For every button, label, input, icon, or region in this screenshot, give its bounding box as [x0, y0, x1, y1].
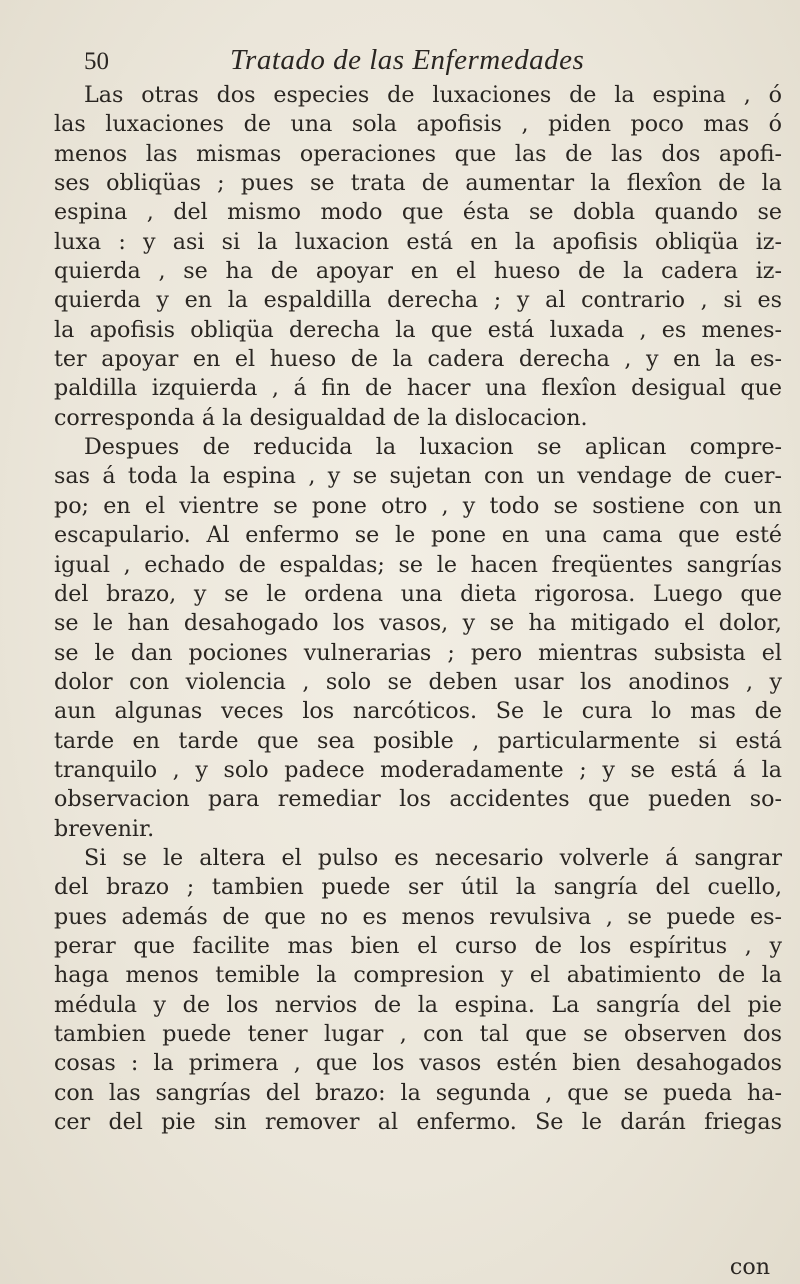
text-line: tarde en tarde que sea posible , particularmente si está: [54, 727, 782, 754]
text-line: quierda y en la espaldilla derecha ; y al contrario , si es: [54, 287, 782, 314]
text-line: médula y de los nervios de la espina. La sangría del pie: [54, 991, 782, 1018]
text-line: luxa : y asi si la luxacion está en la apofisis obliqüa iz-: [54, 228, 782, 255]
text-line: Si se le altera el pulso es necesario volverle á sangrar: [84, 844, 782, 871]
text-line: quierda , se ha de apoyar en el hueso de la cadera iz-: [54, 258, 782, 285]
text-line: tranquilo , y solo padece moderadamente ; y se está á la: [54, 756, 782, 783]
text-line: las luxaciones de una sola apofisis , piden poco mas ó: [54, 111, 782, 138]
text-line: pues además de que no es menos revulsiva , se puede es-: [54, 903, 782, 930]
running-title: Tratado de las Enfermedades: [230, 44, 585, 76]
text-line: ter apoyar en el hueso de la cadera derecha , y en la es-: [54, 346, 782, 373]
text-line: observacion para remediar los accidentes que pueden so-: [54, 786, 782, 813]
text-line: paldilla izquierda , á fin de hacer una flexîon desigual que: [54, 375, 782, 402]
text-line: Despues de reducida la luxacion se aplican compre-: [84, 434, 782, 461]
catchword: con: [729, 1254, 770, 1280]
text-line: igual , echado de espaldas; se le hacen freqüentes sangrías: [54, 551, 782, 578]
text-line: cosas : la primera , que los vasos estén bien desahogados: [54, 1050, 782, 1077]
text-line: se le han desahogado los vasos, y se ha mitigado el dolor,: [54, 610, 782, 637]
page-header: [84, 42, 744, 82]
page-number: 50: [84, 48, 109, 75]
text-line: menos las mismas operaciones que las de las dos apofi-: [54, 140, 782, 167]
text-line: aun algunas veces los narcóticos. Se le cura lo mas de: [54, 698, 782, 725]
text-line: tambien puede tener lugar , con tal que se observen dos: [54, 1021, 782, 1047]
text-line: perar que facilite mas bien el curso de los espíritus , y: [54, 932, 782, 959]
text-line: sas á toda la espina , y se sujetan con un vendage de cuer-: [54, 463, 782, 490]
text-line: cer del pie sin remover al enfermo. Se le darán friegas: [54, 1109, 782, 1136]
text-line: dolor con violencia , solo se deben usar los anodinos , y: [54, 668, 782, 695]
text-line: po; en el vientre se pone otro , y todo se sostiene con un: [54, 492, 782, 519]
text-line: del brazo, y se le ordena una dieta rigorosa. Luego que: [54, 580, 782, 607]
body-text: [54, 81, 782, 1137]
text-line: escapulario. Al enfermo se le pone en una cama que esté: [54, 522, 782, 549]
text-line: se le dan pociones vulnerarias ; pero mientras subsista el: [54, 639, 782, 666]
text-line: Las otras dos especies de luxaciones de la espina , ó: [84, 82, 782, 108]
text-line: brevenir.: [54, 815, 155, 842]
text-line: la apofisis obliqüa derecha la que está luxada , es menes-: [54, 316, 782, 343]
text-line: del brazo ; tambien puede ser útil la sangría del cuello,: [54, 874, 782, 901]
text-line: espina , del mismo modo que ésta se dobla quando se: [54, 199, 782, 226]
text-line: haga menos temible la compresion y el abatimiento de la: [54, 962, 782, 989]
text-line: ses obliqüas ; pues se trata de aumentar la flexîon de la: [54, 170, 782, 197]
text-line: corresponda á la desigualdad de la dislocacion.: [54, 404, 588, 431]
text-line: con las sangrías del brazo: la segunda , que se pueda ha-: [54, 1079, 782, 1106]
